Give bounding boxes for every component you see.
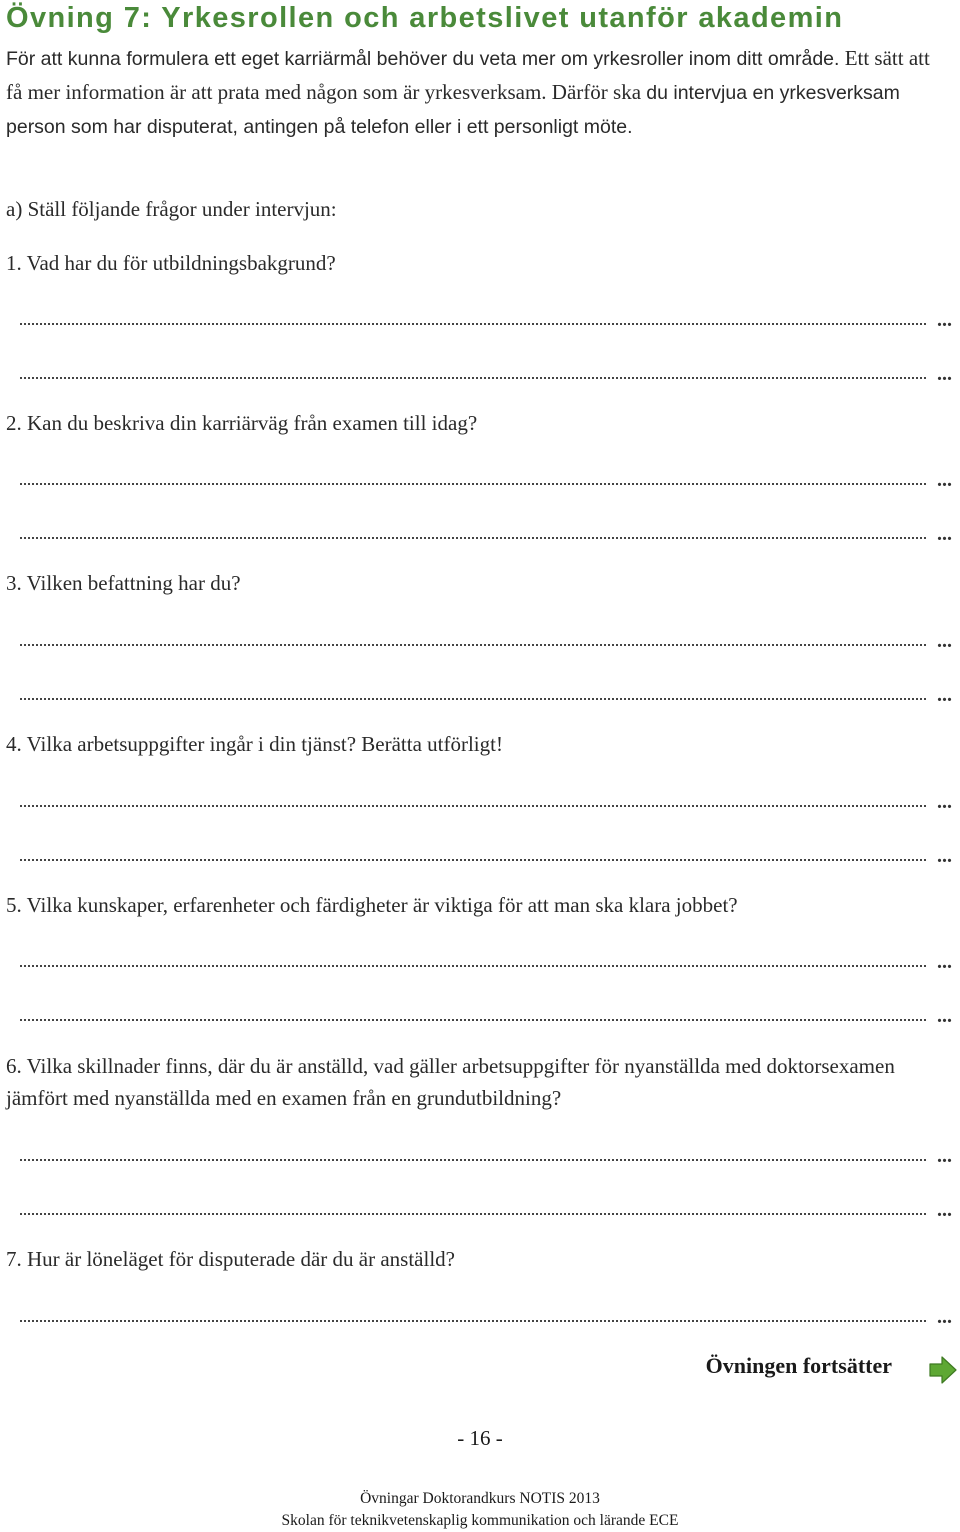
answer-line-4b[interactable]: ... [20,846,952,864]
question-2: 2. Kan du beskriva din karriärväg från examen till idag? [6,411,478,435]
answer-line-5b[interactable]: ... [20,1006,952,1024]
footer-course: Övningar Doktorandkurs NOTIS 2013 [360,1490,600,1507]
answer-line-3a[interactable]: ... [20,631,952,649]
question-1: 1. Vad har du för utbildningsbakgrund? [6,251,336,275]
page-number: - 16 - [457,1426,503,1450]
intro-text-sans-tail: du intervjua en yrkesverksam person som har disputerat, antingen på telefon eller i ett personligt möte. [6,82,900,138]
answer-line-1a[interactable]: ... [20,310,952,328]
footer-school: Skolan för teknikvetenskaplig kommunikation och lärande ECE [281,1512,679,1529]
question-3: 3. Vilken befattning har du? [6,571,241,595]
instruction-a: a) Ställ följande frågor under intervjun: [6,197,337,221]
continue-label: Övningen fortsätter [705,1353,892,1378]
answer-line-7a[interactable]: ... [20,1307,952,1325]
answer-line-1b[interactable]: ... [20,364,952,382]
answer-line-2b[interactable]: ... [20,524,952,542]
page-title: Övning 7: Yrkesrollen och arbetslivet utanför akademin [6,2,844,34]
question-6: 6. Vilka skillnader finns, där du är anställd, vad gäller arbetsuppgifter för nyanställda med doktorsexamen jämfört med nyanställda med en examen från en grundutbildning? [6,1054,895,1110]
answer-line-3b[interactable]: ... [20,685,952,703]
answer-line-2a[interactable]: ... [20,470,952,488]
arrow-right-icon [928,1355,958,1385]
answer-line-4a[interactable]: ... [20,792,952,810]
answer-line-6b[interactable]: ... [20,1200,952,1218]
question-4: 4. Vilka arbetsuppgifter ingår i din tjänst? Berätta utförligt! [6,732,503,756]
answer-line-5a[interactable]: ... [20,952,952,970]
question-7: 7. Hur är löneläget för disputerade där du är anställd? [6,1247,455,1271]
question-5: 5. Vilka kunskaper, erfarenheter och färdigheter är viktiga för att man ska klara jobbet? [6,893,738,917]
intro-text-sans: För att kunna formulera ett eget karriärmål behöver du veta mer om yrkesroller inom ditt område. [6,48,840,70]
answer-line-6a[interactable]: ... [20,1146,952,1164]
intro-paragraph [6,42,951,144]
intro-text-serif: Ett sätt att få mer information är att prata med någon som är yrkesverksam. Därför ska [6,46,930,104]
